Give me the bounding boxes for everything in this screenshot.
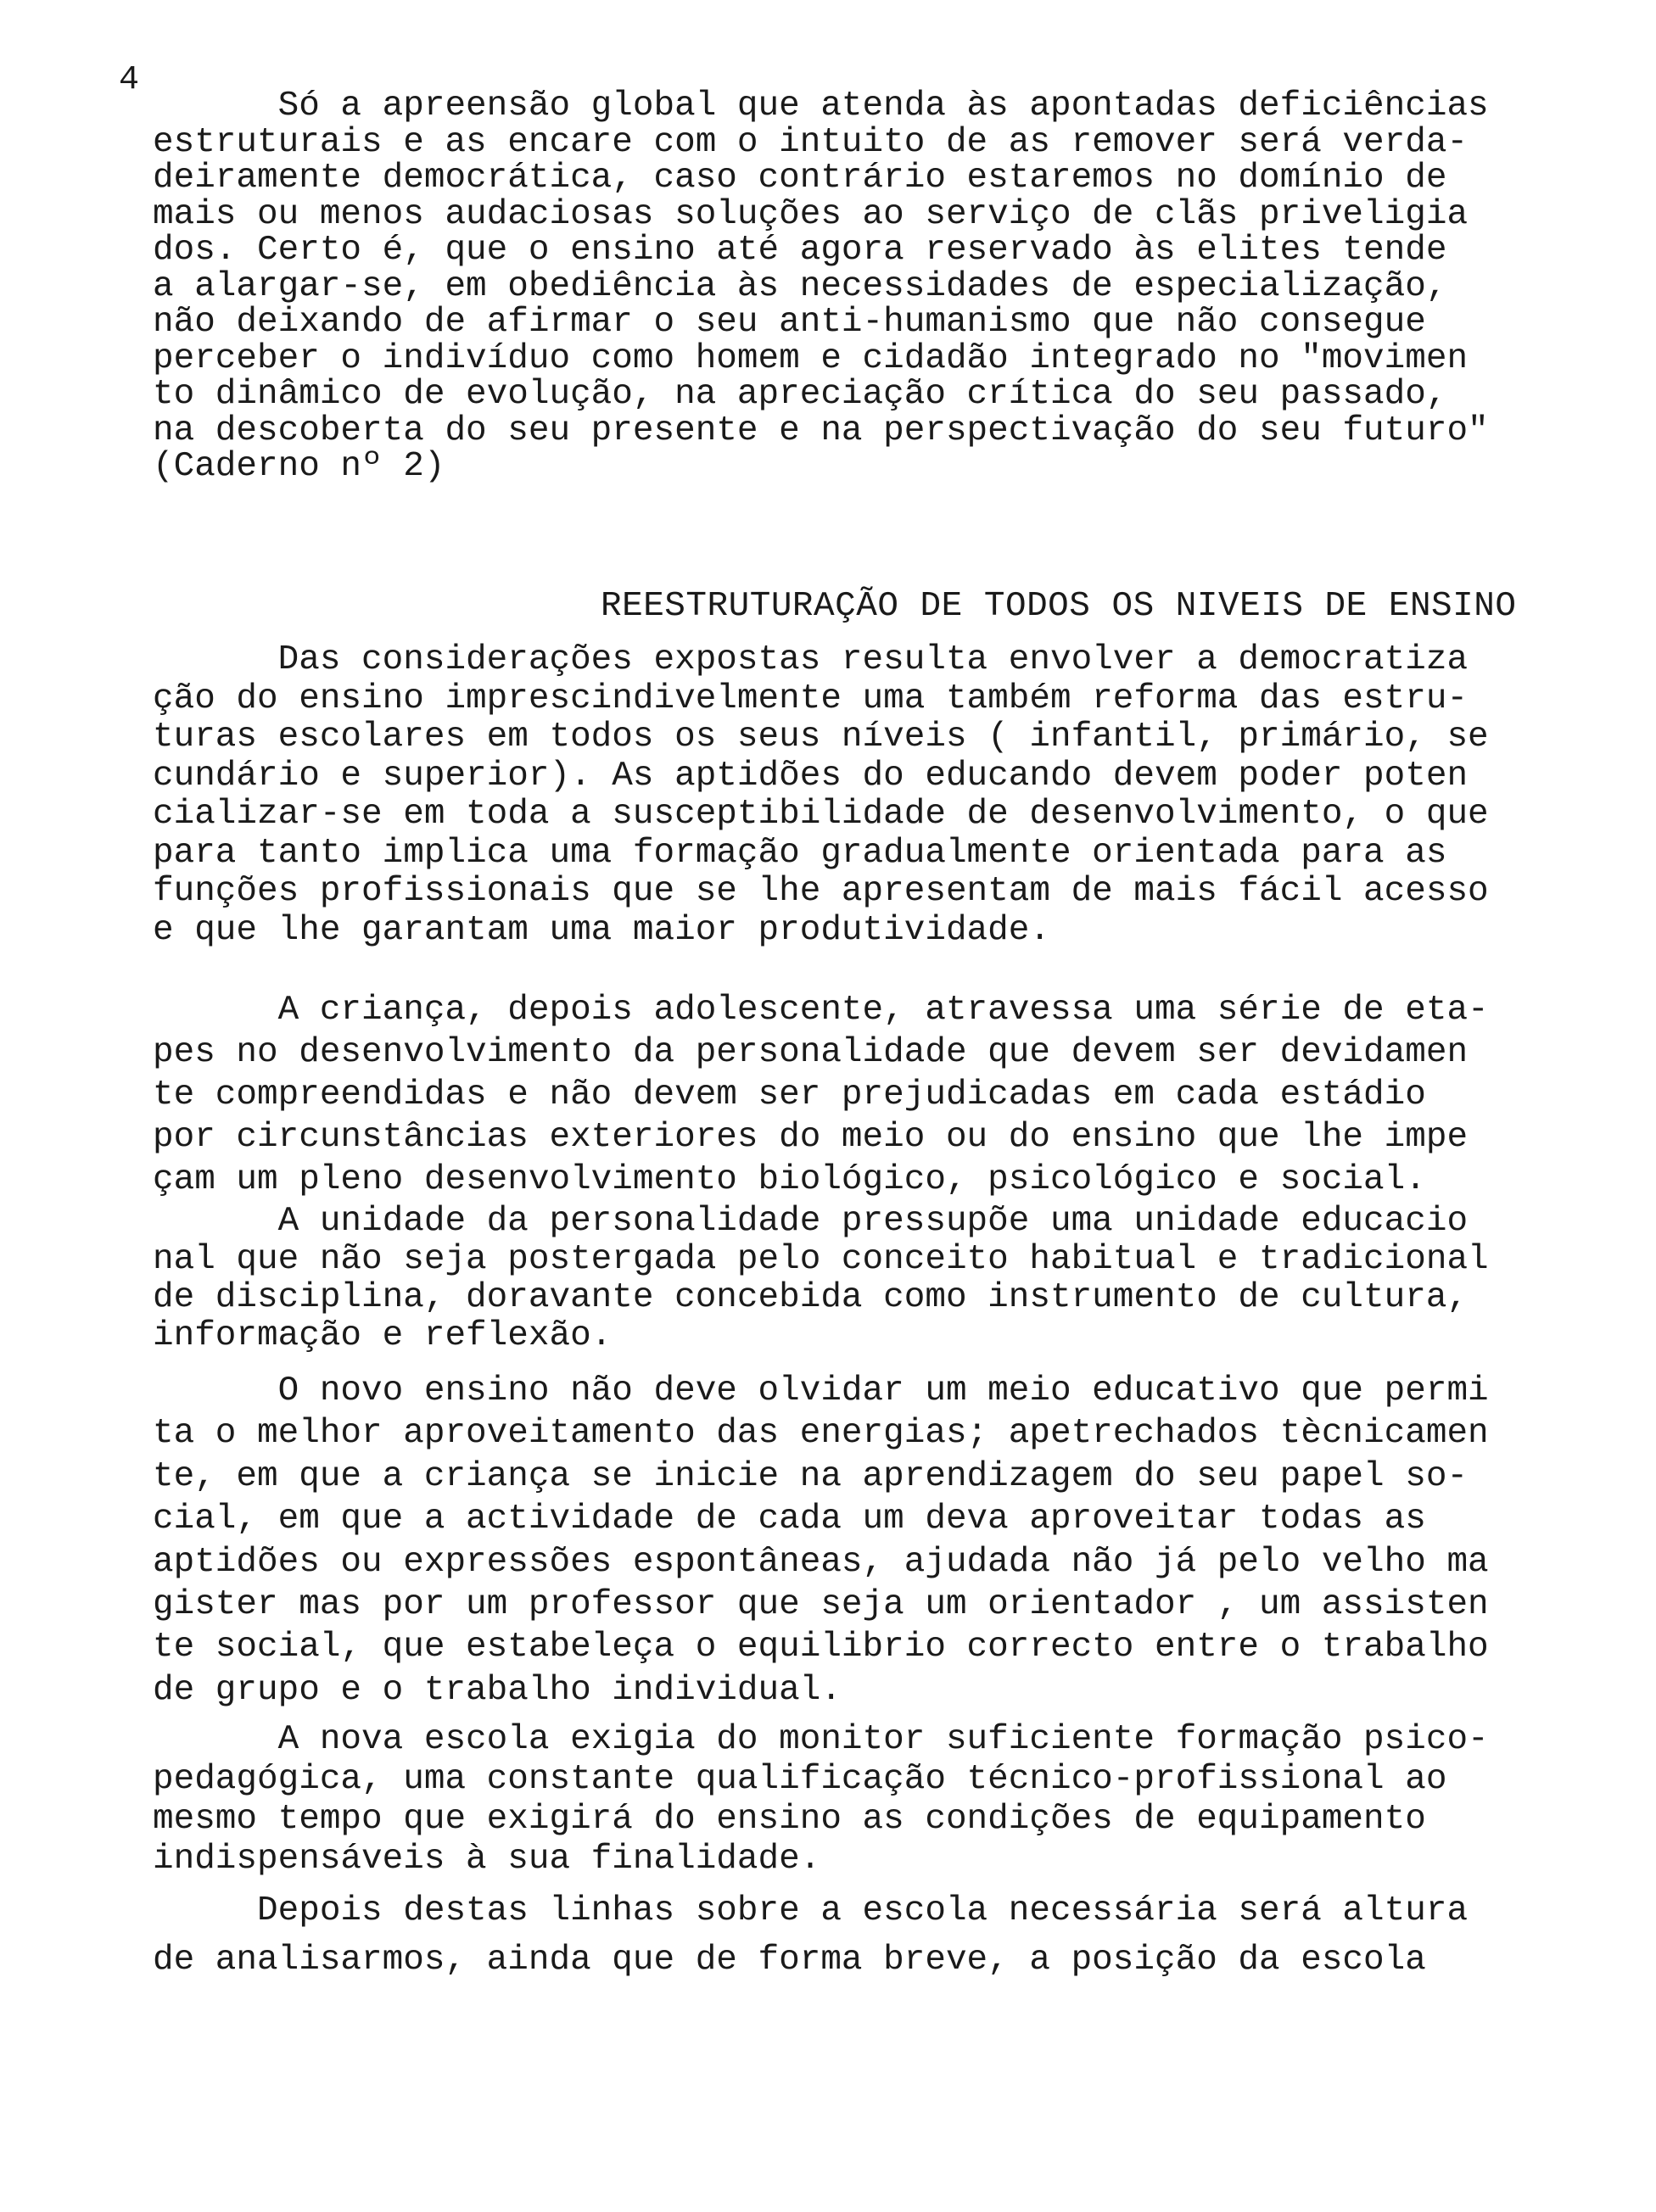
- paragraph-7: [153, 1886, 1552, 1985]
- text-line: informação e reflexão.: [153, 1316, 613, 1355]
- text-line: O novo ensino não deve olvidar um meio educativo que permi: [153, 1371, 1489, 1410]
- text-line: cial, em que a actividade de cada um deva aproveitar todas as: [153, 1500, 1426, 1539]
- paragraph-1: [153, 88, 1552, 485]
- text-line: por circunstâncias exteriores do meio ou do ensino que lhe impe: [153, 1118, 1469, 1157]
- text-line: A unidade da personalidade pressupõe uma unidade educacio: [153, 1202, 1469, 1241]
- text-line: mesmo tempo que exigirá do ensino as condições de equipamento: [153, 1800, 1426, 1839]
- text-line: A nova escola exigia do monitor suficiente formação psico-: [153, 1720, 1489, 1759]
- paragraph-3: [153, 989, 1552, 1201]
- text-line: na descoberta do seu presente e na perspectivação do seu futuro": [153, 411, 1489, 450]
- text-line: Depois destas linhas sobre a escola necessária será altura: [153, 1891, 1469, 1930]
- text-line: to dinâmico de evolução, na apreciação crítica do seu passado,: [153, 375, 1447, 414]
- text-line: ta o melhor aproveitamento das energias; apetrechados tècnicamen: [153, 1414, 1489, 1454]
- paragraph-6: [153, 1720, 1552, 1880]
- text-line: ção do ensino imprescindivelmente uma também reforma das estru-: [153, 679, 1469, 718]
- paragraph-5: [153, 1370, 1552, 1712]
- text-line: a alargar-se, em obediência às necessidades de especialização,: [153, 266, 1447, 306]
- text-line: de analisarmos, ainda que de forma breve, a posição da escola: [153, 1941, 1426, 1980]
- text-line: te compreendidas e não devem ser prejudicadas em cada estádio: [153, 1075, 1426, 1114]
- section-heading: REESTRUTURAÇÃO DE TODOS OS NIVEIS DE ENSINO: [601, 587, 1517, 626]
- text-line: pedagógica, uma constante qualificação técnico-profissional ao: [153, 1760, 1447, 1799]
- text-line: nal que não seja postergada pelo conceito habitual e tradicional: [153, 1240, 1489, 1279]
- text-line: indispensáveis à sua finalidade.: [153, 1840, 821, 1879]
- text-line: estruturais e as encare com o intuito de as remover será verda-: [153, 122, 1469, 162]
- text-line: turas escolares em todos os seus níveis ( infantil, primário, se: [153, 718, 1489, 757]
- paragraph-4: [153, 1203, 1552, 1355]
- text-line: pes no desenvolvimento da personalidade que devem ser devidamen: [153, 1033, 1469, 1072]
- page-number: 4: [119, 61, 140, 99]
- text-line: perceber o indivíduo como homem e cidadão integrado no "movimen: [153, 338, 1469, 378]
- text-line: çam um pleno desenvolvimento biológico, psicológico e social.: [153, 1160, 1426, 1199]
- paragraph-2: [153, 641, 1552, 950]
- text-line: aptidões ou expressões espontâneas, ajudada não já pelo velho ma: [153, 1542, 1489, 1582]
- text-line: A criança, depois adolescente, atravessa uma série de eta-: [153, 991, 1489, 1030]
- text-line: cializar-se em toda a susceptibilidade de desenvolvimento, o que: [153, 795, 1489, 834]
- text-line: para tanto implica uma formação gradualmente orientada para as: [153, 833, 1447, 873]
- text-line: funções profissionais que se lhe apresentam de mais fácil acesso: [153, 872, 1489, 911]
- text-line: Só a apreensão global que atenda às apontadas deficiências: [153, 87, 1489, 126]
- text-line: não deixando de afirmar o seu anti-humanismo que não consegue: [153, 303, 1426, 342]
- text-line: mais ou menos audaciosas soluções ao serviço de clãs priveligia: [153, 194, 1469, 234]
- text-line: cundário e superior). As aptidões do educando devem poder poten: [153, 756, 1469, 796]
- text-line: gister mas por um professor que seja um orientador , um assisten: [153, 1584, 1489, 1624]
- text-line: dos. Certo é, que o ensino até agora reservado às elites tende: [153, 231, 1447, 270]
- text-line: te social, que estabeleça o equilibrio correcto entre o trabalho: [153, 1628, 1489, 1667]
- text-line: deiramente democrática, caso contrário estaremos no domínio de: [153, 159, 1447, 198]
- text-line: Das considerações expostas resulta envolver a democratiza: [153, 640, 1469, 679]
- text-line: (Caderno nº 2): [153, 447, 445, 486]
- text-line: de disciplina, doravante concebida como instrumento de cultura,: [153, 1278, 1469, 1317]
- text-line: te, em que a criança se inicie na aprendizagem do seu papel so-: [153, 1456, 1469, 1496]
- text-line: de grupo e o trabalho individual.: [153, 1670, 842, 1710]
- text-line: e que lhe garantam uma maior produtividade.: [153, 910, 1050, 950]
